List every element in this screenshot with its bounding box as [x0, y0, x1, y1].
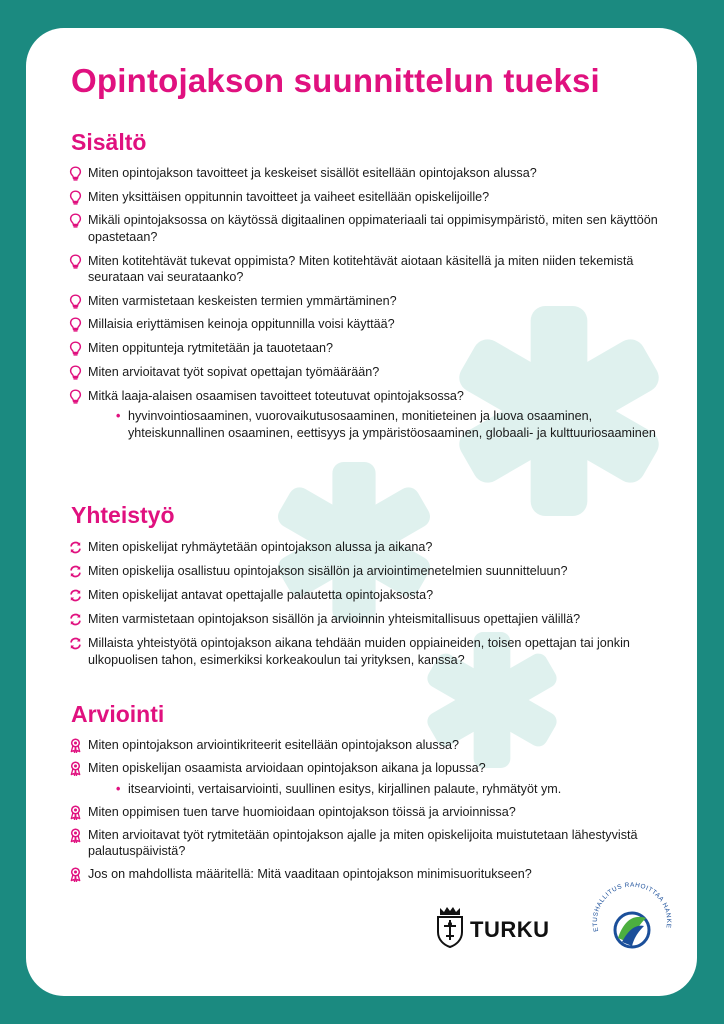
question-text: Miten arvioitavat työt sopivat opettajan työmäärään?: [88, 364, 380, 379]
oph-funding-seal: [584, 874, 680, 975]
question-text: Mikäli opintojaksossa on käytössä digitaalinen oppimateriaali tai oppimisympäristö, miten sen käyttöön opastetaan?: [88, 213, 658, 244]
award-ribbon-icon: [69, 738, 82, 753]
question-item: [69, 165, 659, 182]
lightbulb-icon: [69, 190, 82, 205]
cycle-arrows-icon: [69, 564, 82, 579]
cycle-arrows-icon: [69, 636, 82, 651]
question-text: Miten opiskelija osallistuu opintojakson sisällön ja arviointimenetelmien suunnitteluun?: [88, 564, 568, 579]
section-title-yhteistyo: Yhteistyö: [71, 502, 175, 528]
oph-funding-seal-icon: [584, 874, 680, 970]
question-item: [69, 737, 659, 754]
question-item: [69, 760, 659, 797]
section-title-sisalto: Sisältö: [71, 129, 147, 155]
question-text: Miten oppitunteja rytmitetään ja tauotetaan?: [88, 341, 334, 356]
question-text: Jos on mahdollista määritellä: Mitä vaaditaan opintojakson minimisuoritukseen?: [88, 867, 532, 882]
section-title-arviointi: Arviointi: [71, 701, 165, 727]
turku-coat-of-arms-icon: [436, 906, 464, 953]
page-title: Opintojakson suunnittelun tueksi: [71, 62, 600, 99]
sub-list-item: [116, 408, 659, 441]
question-text: Miten opiskelijan osaamista arvioidaan opintojakson aikana ja lopussa?: [88, 761, 486, 776]
yhteistyo-question-list: [69, 539, 659, 668]
question-text: Miten yksittäisen oppitunnin tavoitteet ja vaiheet esitellään opiskelijoille?: [88, 189, 490, 204]
question-item: [69, 563, 659, 580]
question-text: Miten varmistetaan opintojakson sisällön ja arvioinnin yhteismitallisuus opettajien välillä?: [88, 612, 581, 627]
question-item: [69, 866, 659, 883]
question-text: Miten opintojakson arviointikriteerit esitellään opintojakson alussa?: [88, 738, 460, 752]
question-text: Miten opiskelijat antavat opettajalle palautetta opintojaksosta?: [88, 588, 434, 603]
question-text: Miten varmistetaan keskeisten termien ymmärtäminen?: [88, 293, 397, 308]
cycle-arrows-icon: [69, 540, 82, 555]
lightbulb-icon: [69, 213, 82, 228]
award-ribbon-icon: [69, 867, 82, 882]
bullet-icon: •: [116, 409, 121, 423]
lightbulb-icon: [69, 365, 82, 380]
question-item: [69, 293, 659, 310]
question-item: [69, 316, 659, 333]
award-ribbon-icon: [69, 805, 82, 820]
lightbulb-icon: [69, 166, 82, 181]
question-item: [69, 189, 659, 206]
question-item: [69, 827, 659, 860]
sub-list: [116, 781, 659, 798]
arviointi-question-list: [69, 737, 659, 883]
cycle-arrows-icon: [69, 588, 82, 603]
question-item: [69, 212, 659, 245]
question-text: Miten opiskelijat ryhmäytetään opintojakson alussa ja aikana?: [88, 540, 433, 554]
award-ribbon-icon: [69, 828, 82, 843]
bullet-icon: •: [116, 781, 121, 796]
lightbulb-icon: [69, 317, 82, 332]
cycle-arrows-icon: [69, 612, 82, 627]
question-item: [69, 388, 659, 442]
poster-card: [26, 28, 697, 996]
sub-list: [116, 408, 659, 441]
question-item: [69, 539, 659, 556]
sisalto-question-list: [69, 165, 659, 441]
question-item: [69, 611, 659, 628]
question-text: Miten kotitehtävät tukevat oppimista? Miten kotitehtävät aiotaan käsitellä ja miten niiden tekemistä seurataan vai seurataanko?: [88, 253, 634, 285]
question-item: [69, 253, 659, 286]
question-text: Miten oppimisen tuen tarve huomioidaan opintojakson töissä ja arvioinnissa?: [88, 804, 516, 819]
question-item: [69, 340, 659, 357]
question-text: Mitkä laaja-alaisen osaamisen tavoitteet toteutuvat opintojaksossa?: [88, 388, 464, 403]
question-text: Miten opintojakson tavoitteet ja keskeiset sisällöt esitellään opintojakson alussa?: [88, 166, 537, 180]
question-text: Millaista yhteistyötä opintojakson aikana tehdään muiden oppiaineiden, toisen opettajan tai jonkin ulkopuolisen tahon, esimerkiksi korkeakoulun tai yrityksen, kanssa?: [88, 636, 630, 667]
lightbulb-icon: [69, 254, 82, 269]
question-text: Millaisia eriyttämisen keinoja oppitunnilla voisi käyttää?: [88, 317, 395, 332]
sub-item-text: hyvinvointiosaaminen, vuorovaikutusosaaminen, monitieteinen ja luova osaaminen, yhteiskunnallinen osaaminen, eettisyys ja ympäristöosaaminen, globaali- ja kulttuuriosaaminen: [128, 409, 656, 440]
award-ribbon-icon: [69, 761, 82, 776]
turku-logo: [436, 906, 550, 953]
question-text: Miten arvioitavat työt rytmitetään opintojakson ajalle ja miten opiskelijoita muistutetaan lähestyvistä palautuspäivistä?: [88, 827, 638, 859]
question-item: [69, 804, 659, 821]
lightbulb-icon: [69, 294, 82, 309]
turku-wordmark: TURKU: [470, 916, 550, 942]
lightbulb-icon: [69, 389, 82, 404]
question-item: [69, 635, 659, 668]
oph-seal-text: ETUSHALLITUS RAHOITTAA HANKE: [591, 881, 673, 933]
question-item: [69, 364, 659, 381]
question-item: [69, 587, 659, 604]
sub-item-text: itsearviointi, vertaisarviointi, suullinen esitys, kirjallinen palaute, ryhmätyöt ym.: [128, 781, 562, 796]
poster-content: [26, 28, 697, 996]
sub-list-item: [116, 781, 659, 798]
lightbulb-icon: [69, 341, 82, 356]
